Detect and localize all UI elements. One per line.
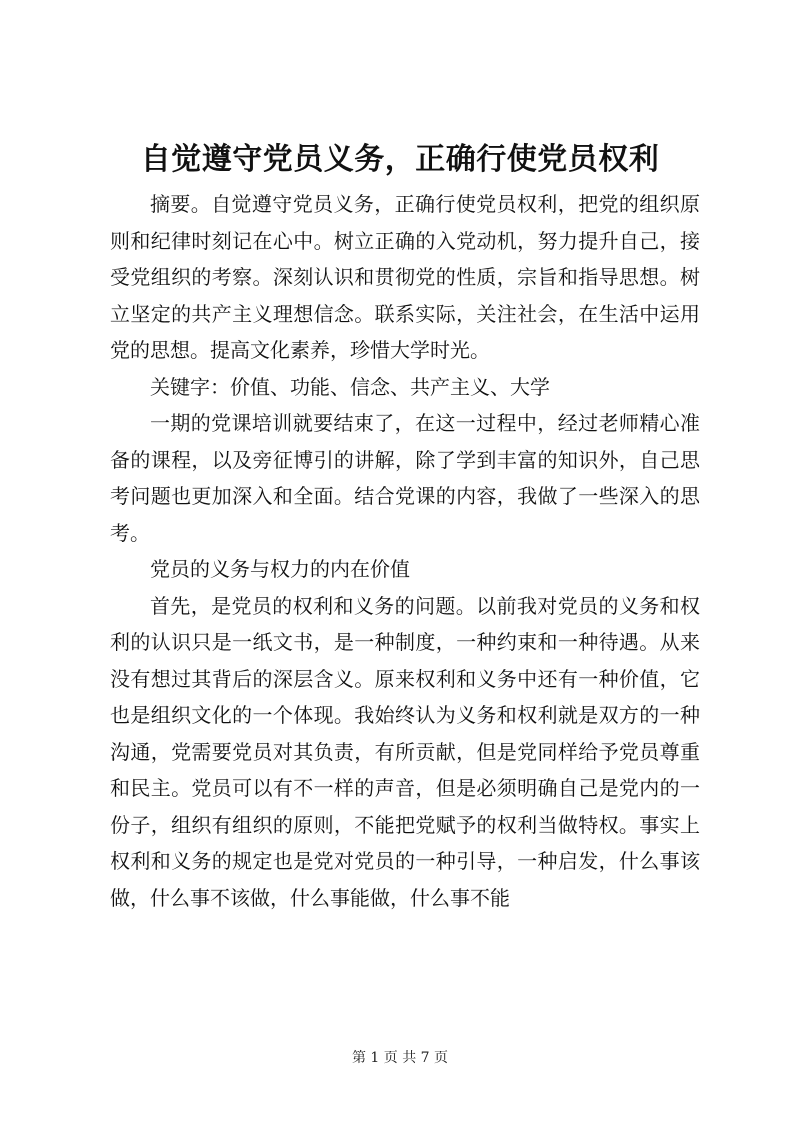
body-paragraph: 首先，是党员的权利和义务的问题。以前我对党员的义务和权利的认识只是一纸文书，是一种制度，一种约束和一种待遇。从来没有想过其背后的深层含义。原来权利和义务中还有一种价值，它也是组织文化的一个体现。我始终认为义务和权利就是双方的一种沟通，党需要党员对其负责，有所贡献，但是党同样给予党员尊重和民主。党员可以有不一样的声音，但是必须明确自己是党内的一份子，组织有组织的原则，不能把党赋予的权利当做特权。事实上权利和义务的规定也是党对党员的一种引导，一种启发，什么事该做，什么事不该做，什么事能做，什么事不能 [110, 593, 700, 910]
abstract-paragraph: 摘要。自觉遵守党员义务，正确行使党员权利，把党的组织原则和纪律时刻记在心中。树立正确的入党动机，努力提升自己，接受党组织的考察。深刻认识和贯彻党的性质，宗旨和指导思想。树立坚定的共产主义理想信念。联系实际，关注社会，在生活中运用党的思想。提高文化素养，珍惜大学时光。 [110, 192, 700, 362]
document-body [110, 186, 700, 916]
page-footer: 第 1 页 共 7 页 [351, 1050, 449, 1066]
document-title: 自觉遵守党员义务，正确行使党员权利 [140, 142, 660, 177]
section-heading: 党员的义务与权力的内在价值 [150, 557, 410, 581]
intro-paragraph: 一期的党课培训就要结束了，在这一过程中，经过老师精心准备的课程，以及旁征博引的讲解，除了学到丰富的知识外，自己思考问题也更加深入和全面。结合党课的内容，我做了一些深入的思考。 [110, 411, 700, 545]
keywords-paragraph: 关键字：价值、功能、信念、共产主义、大学 [150, 374, 550, 399]
